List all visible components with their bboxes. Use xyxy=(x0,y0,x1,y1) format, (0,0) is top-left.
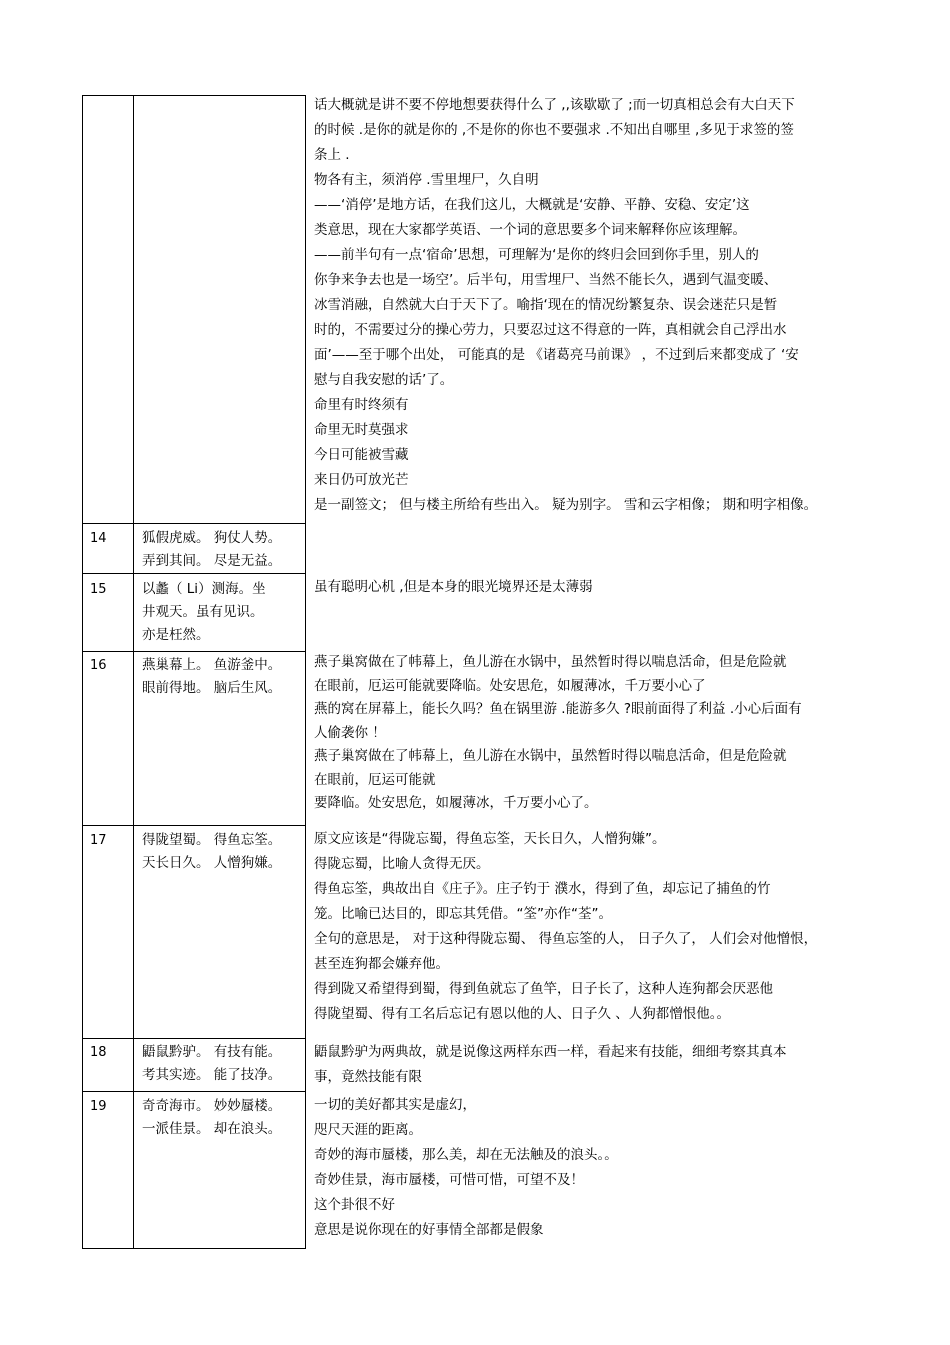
lemma-text xyxy=(142,1041,281,1087)
text-line: 燕子巢窝做在了帏幕上，鱼儿游在水锅中，虽然暂时得以喘息活命，但是危险就 xyxy=(314,748,787,764)
text-line: 来日仍可放光芒 xyxy=(314,472,409,488)
table-col-divider xyxy=(305,95,306,1249)
text-line: 得陇望蜀、得有工名后忘记有恩以他的人、日子久 、人狗都憎恨他。。 xyxy=(314,1006,731,1022)
text-line: 以蠡（ Li）测海。坐 xyxy=(142,581,266,597)
text-line: 得陇忘蜀，比喻人贪得无厌。 xyxy=(314,856,490,872)
explanation-text xyxy=(314,827,817,1027)
row-number: 17 xyxy=(90,833,107,848)
explanation-text xyxy=(314,651,802,816)
text-line: 燕的窝在屏幕上，能长久吗？鱼在锅里游 .能游多久 ?眼前面得了利益 .小心后面有 xyxy=(314,701,802,717)
text-line: 得到陇又希望得到蜀，得到鱼就忘了鱼竿，日子长了，这种人连狗都会厌恶他 xyxy=(314,981,773,997)
explanation-text xyxy=(314,575,593,600)
table-bottom-border xyxy=(82,1248,306,1249)
text-line: 要降临。处安思危，如履薄冰，千万要小心了。 xyxy=(314,795,598,811)
text-line: 鼯鼠黔驴为两典故，就是说像这两样东西一样，看起来有技能，细细考察其真本 xyxy=(314,1044,787,1060)
text-line: 考其实迹。 能了技净。 xyxy=(142,1067,282,1083)
text-line: 命里无时莫强求 xyxy=(314,422,409,438)
text-line: 一切的美好都其实是虚幻， xyxy=(314,1097,476,1113)
table-row-divider xyxy=(82,523,306,524)
text-line: 话大概就是讲不要不停地想要获得什么了 ,,该歇歇了 ;而一切真相总会有大白天下 xyxy=(314,97,795,113)
text-line: 奇奇海市。 妙妙蜃楼。 xyxy=(142,1098,282,1114)
table-col-divider xyxy=(133,95,134,1249)
text-line: 一派佳景。 却在浪头。 xyxy=(142,1121,282,1137)
explanation-continued xyxy=(314,93,817,518)
text-line: 全句的意思是， 对于这种得陇忘蜀、 得鱼忘筌的人， 日子久了， 人们会对他憎恨， xyxy=(314,931,818,947)
text-line: 是一副签文； 但与楼主所给有些出入。 疑为别字。 雪和云字相像； 期和明字相像。 xyxy=(314,497,818,513)
text-line: 弄到其间。 尽是无益。 xyxy=(142,553,282,569)
text-line: 人偷袭你 ！ xyxy=(314,724,386,741)
text-line: 在眼前，厄运可能就要降临。处安思危，如履薄冰，千万要小心了 xyxy=(314,677,706,694)
lemma-text xyxy=(142,527,281,573)
text-line: ——‘消停’是地方话，在我们这儿，大概就是‘安静、平静、安稳、安定’这 xyxy=(314,197,750,213)
explanation-text xyxy=(314,1093,618,1243)
text-line: 狐假虎威。 狗仗人势。 xyxy=(142,530,282,546)
text-line: 物各有主，须消停 .雪里埋尸，久自明 xyxy=(314,172,539,188)
text-line: 的时候 .是你的就是你的 ,不是你的你也不要强求 .不知出自哪里 ,多见于求签的签 xyxy=(314,122,794,138)
text-line: 甚至连狗都会嫌弃他。 xyxy=(314,956,449,972)
text-line: 类意思，现在大家都学英语、一个词的意思要多个词来解释你应该理解。 xyxy=(314,222,746,238)
table-row-divider xyxy=(82,825,306,826)
text-line: 燕巢幕上。 鱼游釜中。 xyxy=(142,657,282,673)
row-number: 18 xyxy=(90,1045,107,1060)
text-line: 面’——至于哪个出处， 可能真的是 《诸葛亮马前课》 ，不过到后来都变成了 ‘安 xyxy=(314,347,799,363)
text-line: 条上 . xyxy=(314,147,350,163)
text-line: 得鱼忘筌，典故出自《庄子》。庄子钓于 濮水，得到了鱼，却忘记了捕鱼的竹 xyxy=(314,881,771,897)
text-line: 在眼前，厄运可能就 xyxy=(314,771,436,788)
row-number: 19 xyxy=(90,1099,107,1114)
text-line: 慰与自我安慰的话’了。 xyxy=(314,372,454,388)
text-line: 事，竟然技能有限 xyxy=(314,1069,422,1085)
table-row-divider xyxy=(82,573,306,574)
text-line: 这个卦很不好 xyxy=(314,1197,395,1213)
table-left-border xyxy=(82,95,83,1249)
text-line: 鼯鼠黔驴。 有技有能。 xyxy=(142,1044,282,1060)
text-line: 虽有聪明心机 ,但是本身的眼光境界还是太薄弱 xyxy=(314,579,593,595)
text-line: 今日可能被雪藏 xyxy=(314,447,409,463)
row-number: 16 xyxy=(90,658,107,673)
table-row-divider xyxy=(82,651,306,652)
text-line: 你争来争去也是一场空’。后半句，用雪埋尸、当然不能长久，遇到气温变暖、 xyxy=(314,272,778,288)
text-line: 时的，不需要过分的操心劳力，只要忍过这不得意的一阵，真相就会自己浮出水 xyxy=(314,322,787,338)
lemma-text xyxy=(142,829,281,875)
text-line: 亦是枉然。 xyxy=(142,627,210,643)
lemma-text xyxy=(142,654,281,700)
row-number: 14 xyxy=(90,531,107,546)
table-row-divider xyxy=(82,1038,306,1039)
text-line: 奇妙佳景，海市蜃楼，可惜可惜，可望不及！ xyxy=(314,1172,584,1188)
row-number: 15 xyxy=(90,582,107,597)
text-line: 意思是说你现在的好事情全部都是假象 xyxy=(314,1222,544,1238)
text-line: 笼。比喻已达目的，即忘其凭借。“筌”亦作“荃”。 xyxy=(314,906,612,922)
table-row-divider xyxy=(82,1091,306,1092)
text-line: 燕子巢窝做在了帏幕上，鱼儿游在水锅中，虽然暂时得以喘息活命，但是危险就 xyxy=(314,654,787,670)
text-line: 眼前得地。 脑后生风。 xyxy=(142,680,282,696)
text-line: 天长日久。 人憎狗嫌。 xyxy=(142,855,282,871)
text-line: 命里有时终须有 xyxy=(314,397,409,413)
text-line: 奇妙的海市蜃楼，那么美，却在无法触及的浪头。。 xyxy=(314,1147,618,1163)
explanation-text xyxy=(314,1040,787,1090)
text-line: ——前半句有一点‘宿命’思想，可理解为‘是你的终归会回到你手里，别人的 xyxy=(314,247,759,263)
text-line: 咫尺天涯的距离。 xyxy=(314,1122,422,1138)
table-row-divider xyxy=(82,95,306,96)
text-line: 原文应该是“得陇忘蜀，得鱼忘筌，天长日久，人憎狗嫌”。 xyxy=(314,831,666,847)
lemma-text xyxy=(142,1095,281,1141)
text-line: 冰雪消融，自然就大白于天下了。喻指‘现在的情况纷繁复杂、误会迷茫只是暂 xyxy=(314,297,778,313)
lemma-text xyxy=(142,578,266,647)
text-line: 得陇望蜀。 得鱼忘筌。 xyxy=(142,832,282,848)
text-line: 井观天。虽有见识。 xyxy=(142,604,264,620)
